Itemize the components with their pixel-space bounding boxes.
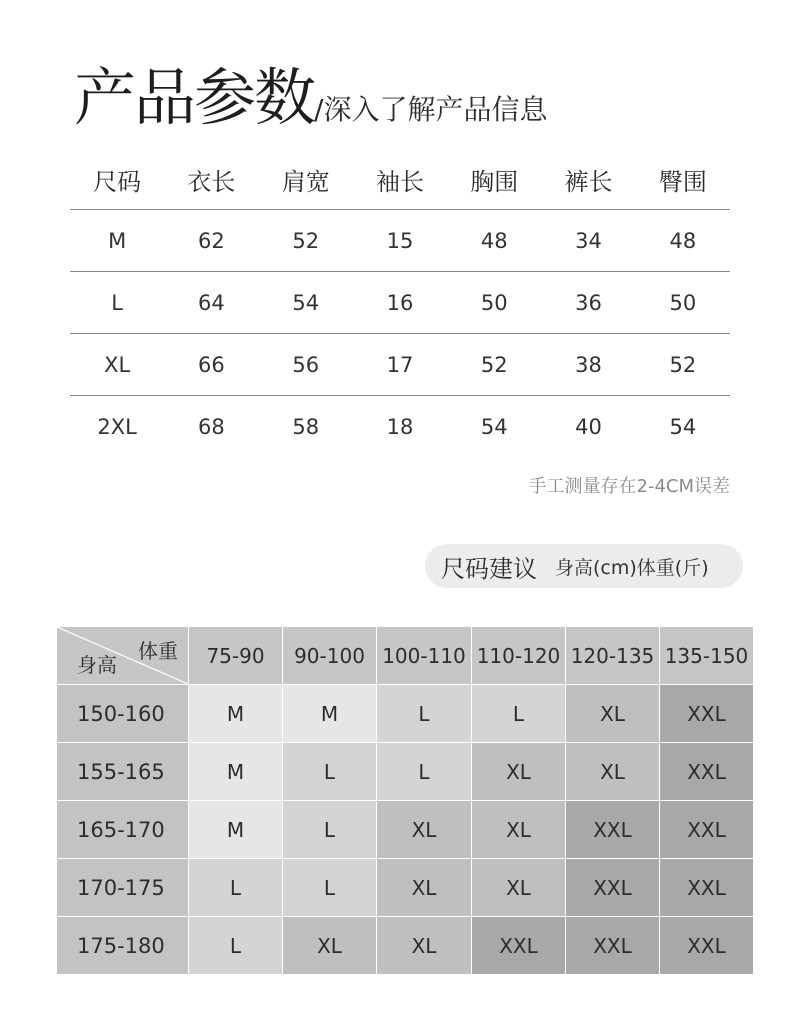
spec-cell: 18 xyxy=(386,414,414,439)
size-cell: XXL xyxy=(660,801,753,858)
weight-range-header: 75-90 xyxy=(189,627,282,684)
spec-cell: 34 xyxy=(575,228,602,253)
size-cell: XXL xyxy=(660,685,753,742)
spec-header-cell: 臀围 xyxy=(658,168,707,196)
spec-cell: 15 xyxy=(386,228,414,253)
size-cell: XL xyxy=(566,743,659,800)
suggestion-subtitle: 身高(cm)体重(斤) xyxy=(555,556,709,579)
size-cell: L xyxy=(283,801,376,858)
size-cell: M xyxy=(189,801,282,858)
corner-height-label: 身高 xyxy=(77,653,117,677)
spec-table xyxy=(70,150,730,457)
size-cell: M xyxy=(189,743,282,800)
size-cell: XXL xyxy=(566,859,659,916)
size-cell: XXL xyxy=(660,743,753,800)
spec-header-cell: 裤长 xyxy=(564,168,613,196)
size-cell: XXL xyxy=(566,801,659,858)
size-cell: XL xyxy=(377,801,471,858)
spec-header-row xyxy=(70,150,730,210)
spec-header-cell: 肩宽 xyxy=(281,168,330,196)
size-cell: L xyxy=(189,917,282,974)
size-cell: XL xyxy=(472,801,565,858)
size-cell: XXL xyxy=(472,917,565,974)
spec-row xyxy=(70,396,730,457)
size-cell: L xyxy=(283,743,376,800)
spec-cell: 38 xyxy=(575,352,602,377)
corner-cell xyxy=(57,627,188,684)
size-cell: XL xyxy=(472,859,565,916)
size-chart xyxy=(57,627,753,974)
size-cell: XXL xyxy=(566,917,659,974)
spec-cell: 52 xyxy=(480,352,508,377)
suggestion-title: 尺码建议 xyxy=(441,554,537,583)
size-cell: XL xyxy=(377,917,471,974)
spec-cell: 48 xyxy=(669,228,697,253)
spec-row xyxy=(70,272,730,334)
size-cell: L xyxy=(472,685,565,742)
spec-header-cell: 胸围 xyxy=(470,168,519,196)
spec-cell: 64 xyxy=(198,290,225,315)
title-main: 产品参数 xyxy=(74,61,315,134)
spec-cell: 48 xyxy=(480,228,508,253)
spec-cell: 50 xyxy=(480,290,508,315)
spec-cell: 2XL xyxy=(97,414,137,439)
spec-cell: 56 xyxy=(292,352,320,377)
size-cell: XXL xyxy=(660,917,753,974)
weight-range-header: 90-100 xyxy=(283,627,376,684)
spec-cell: 17 xyxy=(386,352,414,377)
spec-row xyxy=(70,210,730,272)
spec-header-cell: 尺码 xyxy=(93,168,142,196)
spec-cell: 54 xyxy=(480,414,508,439)
height-range-cell: 155-165 xyxy=(57,743,188,800)
height-range-cell: 150-160 xyxy=(57,685,188,742)
spec-cell: M xyxy=(108,228,127,253)
size-cell: L xyxy=(377,685,471,742)
weight-range-header: 100-110 xyxy=(377,627,471,684)
size-cell: XL xyxy=(472,743,565,800)
spec-cell: 68 xyxy=(198,414,225,439)
size-suggestion-banner xyxy=(425,544,743,588)
spec-cell: 50 xyxy=(669,290,697,315)
spec-cell: 40 xyxy=(575,414,602,439)
size-cell: L xyxy=(283,859,376,916)
size-cell: XL xyxy=(283,917,376,974)
height-range-cell: 175-180 xyxy=(57,917,188,974)
corner-weight-label: 体重 xyxy=(138,639,178,663)
weight-range-header: 120-135 xyxy=(566,627,659,684)
size-cell: M xyxy=(189,685,282,742)
spec-cell: 52 xyxy=(669,352,697,377)
size-cell: XL xyxy=(566,685,659,742)
weight-range-header: 135-150 xyxy=(660,627,753,684)
size-cell: XL xyxy=(377,859,471,916)
measurement-note: 手工测量存在2-4CM误差 xyxy=(528,476,730,497)
spec-cell: 16 xyxy=(386,290,414,315)
spec-cell: 54 xyxy=(292,290,320,315)
spec-row xyxy=(70,334,730,396)
spec-cell: 54 xyxy=(669,414,697,439)
spec-cell: XL xyxy=(104,352,131,377)
size-cell: XXL xyxy=(660,859,753,916)
weight-range-header: 110-120 xyxy=(472,627,565,684)
spec-header-cell: 袖长 xyxy=(375,168,424,196)
spec-cell: 66 xyxy=(198,352,225,377)
height-range-cell: 165-170 xyxy=(57,801,188,858)
size-cell: L xyxy=(377,743,471,800)
size-cell: L xyxy=(189,859,282,916)
spec-cell: L xyxy=(111,290,123,315)
spec-cell: 52 xyxy=(292,228,320,253)
height-range-cell: 170-175 xyxy=(57,859,188,916)
spec-cell: 36 xyxy=(575,290,602,315)
size-cell: M xyxy=(283,685,376,742)
spec-cell: 58 xyxy=(292,414,320,439)
page-title xyxy=(74,48,548,134)
title-subtitle: /深入了解产品信息 xyxy=(314,93,548,126)
spec-cell: 62 xyxy=(198,228,225,253)
spec-header-cell: 衣长 xyxy=(187,168,236,196)
